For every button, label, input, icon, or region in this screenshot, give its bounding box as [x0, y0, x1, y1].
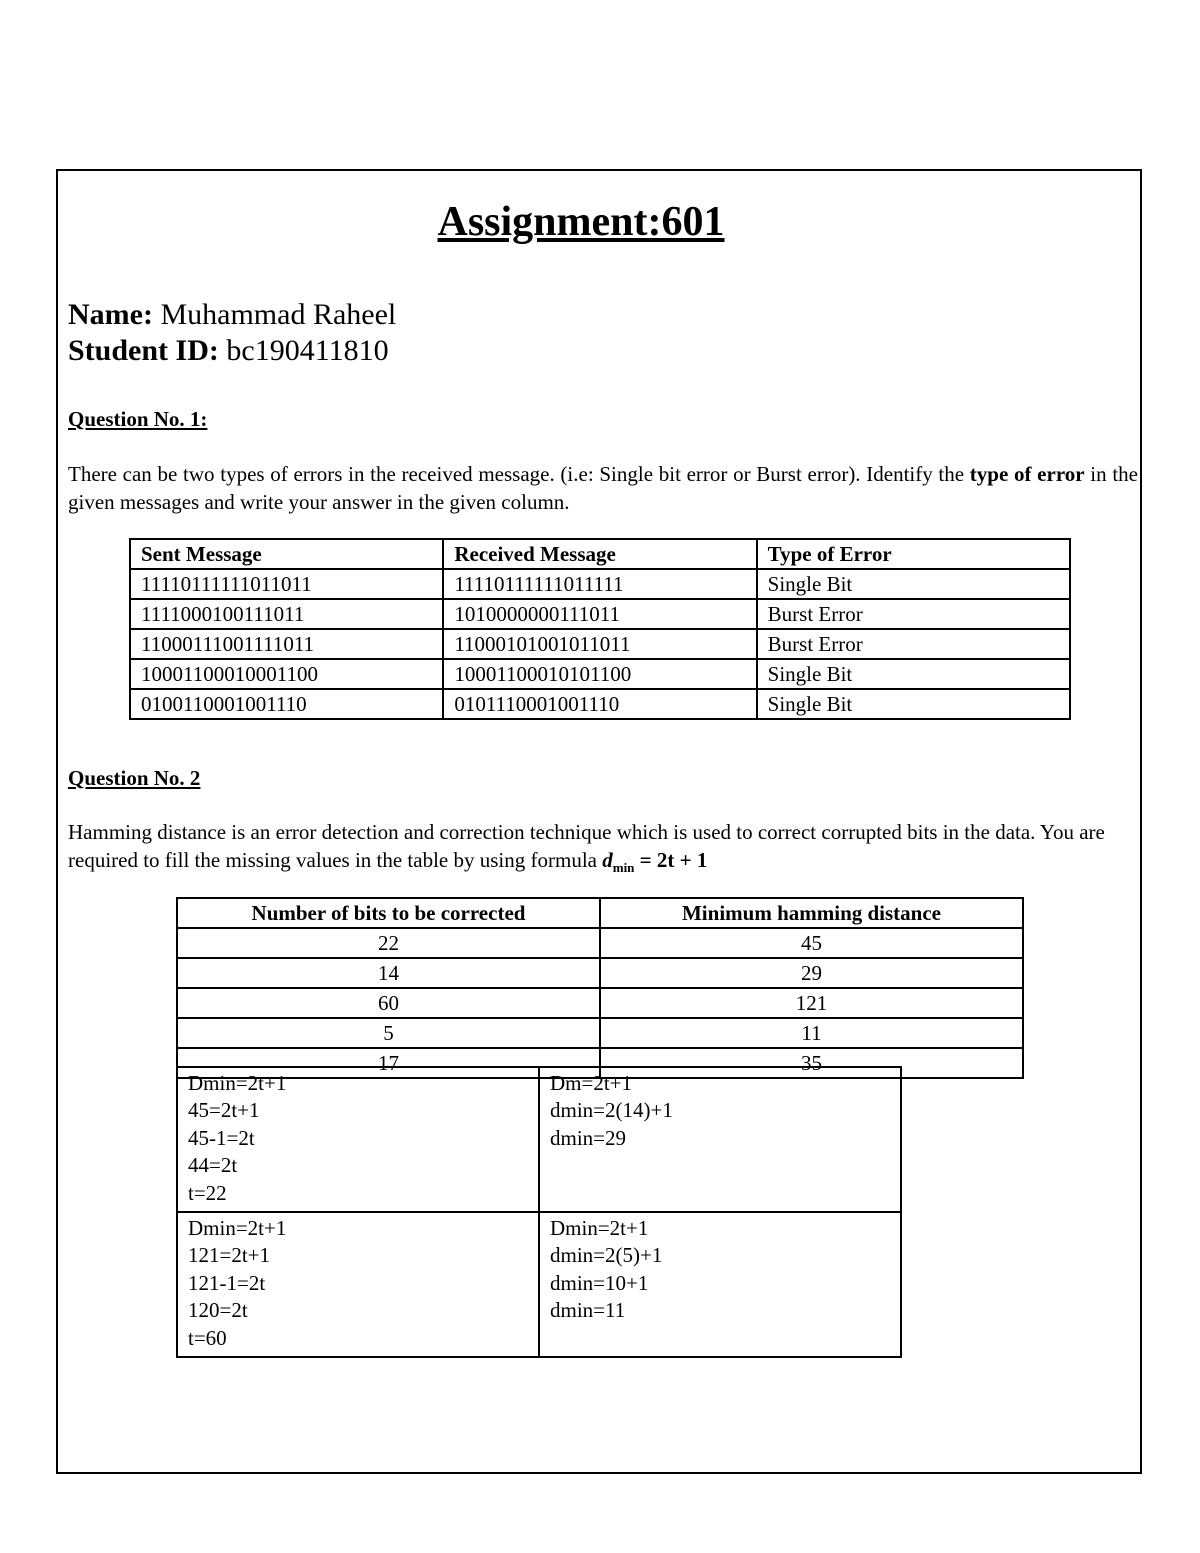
work-line: Dmin=2t+1 — [550, 1216, 649, 1241]
work-cell — [539, 1067, 901, 1212]
work-line: 120=2t — [188, 1298, 248, 1323]
question-2-text: Hamming distance is an error detection and correction technique which is used to correct corrupted bits in the data. You are required to fill the missing values in the table by using formula $d_{min} = 2t + 1$ — [68, 820, 1105, 876]
error-type-cell: Burst Error — [757, 629, 1070, 659]
bits-corrected-cell: 5 — [177, 1018, 600, 1048]
work-cell — [177, 1067, 539, 1212]
table-row — [177, 1018, 1023, 1048]
bits-corrected-cell: 14 — [177, 958, 600, 988]
table-row — [130, 569, 1070, 599]
work-line: Dmin=2t+1 — [188, 1216, 287, 1241]
bits-corrected-cell: 17 — [177, 1048, 600, 1078]
sent-message-cell: 0100110001001110 — [130, 689, 443, 719]
work-line: 45=2t+1 — [188, 1098, 260, 1123]
received-message-cell: 1010000000111011 — [443, 599, 756, 629]
work-line: Dm=2t+1 — [550, 1071, 633, 1095]
table-row — [177, 988, 1023, 1018]
work-line: 121-1=2t — [188, 1270, 266, 1295]
table-row — [177, 928, 1023, 958]
error-type-cell: Single Bit — [757, 689, 1070, 719]
hamming-distance-table — [176, 897, 1024, 1079]
sent-message-cell: 10001100010001100 — [130, 659, 443, 689]
page-title: Assignment:601 — [437, 199, 725, 245]
received-message-cell: 11000101001011011 — [443, 629, 756, 659]
student-id: Student ID: bc190411810 — [68, 334, 389, 367]
header-bits-corrected: Number of bits to be corrected — [177, 898, 600, 928]
work-line: 44=2t — [188, 1153, 238, 1178]
work-cell — [539, 1212, 901, 1357]
work-line: dmin=11 — [550, 1298, 626, 1323]
hamming-distance-cell: 45 — [600, 928, 1023, 958]
sent-message-cell: 11110111111011011 — [130, 569, 443, 599]
student-name: Name: Muhammad Raheel — [68, 298, 397, 331]
header-type-of-error: Type of Error — [757, 539, 1070, 569]
received-message-cell: 11110111111011111 — [443, 569, 756, 599]
table-row — [130, 689, 1070, 719]
table-header-row — [130, 539, 1070, 569]
question-1-text: There can be two types of errors in the received message. (i.e: Single bit error or Burst error). Identify the type of error in the given messages and write your answer in the given column. — [68, 462, 1138, 514]
error-type-cell: Burst Error — [757, 599, 1070, 629]
header-sent-message: Sent Message — [130, 539, 443, 569]
work-cell — [177, 1212, 539, 1357]
work-row — [177, 1067, 901, 1212]
received-message-cell: 10001100010101100 — [443, 659, 756, 689]
header-min-hamming-distance: Minimum hamming distance — [600, 898, 1023, 928]
error-type-cell: Single Bit — [757, 569, 1070, 599]
work-line: 121=2t+1 — [188, 1243, 271, 1268]
work-line: dmin=2(5)+1 — [550, 1243, 663, 1268]
received-message-cell: 0101110001001110 — [443, 689, 756, 719]
calculation-work-table — [176, 1066, 902, 1358]
work-line: Dmin=2t+1 — [188, 1071, 287, 1095]
error-type-cell: Single Bit — [757, 659, 1070, 689]
bits-corrected-cell: 60 — [177, 988, 600, 1018]
work-row — [177, 1212, 901, 1357]
hamming-distance-cell: 11 — [600, 1018, 1023, 1048]
work-line: dmin=10+1 — [550, 1270, 649, 1295]
hamming-distance-cell: 29 — [600, 958, 1023, 988]
sent-message-cell: 11000111001111011 — [130, 629, 443, 659]
work-line: t=22 — [188, 1180, 227, 1205]
table-row — [177, 958, 1023, 988]
bits-corrected-cell: 22 — [177, 928, 600, 958]
work-line: 45-1=2t — [188, 1125, 255, 1150]
sent-message-cell: 1111000100111011 — [130, 599, 443, 629]
question-2-heading: Question No. 2 — [68, 766, 201, 790]
question-1-heading: Question No. 1: — [68, 407, 208, 431]
hamming-distance-cell: 35 — [600, 1048, 1023, 1078]
table-row — [130, 599, 1070, 629]
formula: $d_{min}$ — [602, 848, 635, 876]
work-line: dmin=29 — [550, 1125, 627, 1150]
work-line: t=60 — [188, 1325, 227, 1350]
hamming-distance-cell: 121 — [600, 988, 1023, 1018]
error-type-table — [129, 538, 1071, 720]
table-row — [130, 659, 1070, 689]
table-row — [130, 629, 1070, 659]
work-line: dmin=2(14)+1 — [550, 1098, 673, 1123]
header-received-message: Received Message — [443, 539, 756, 569]
table-header-row — [177, 898, 1023, 928]
